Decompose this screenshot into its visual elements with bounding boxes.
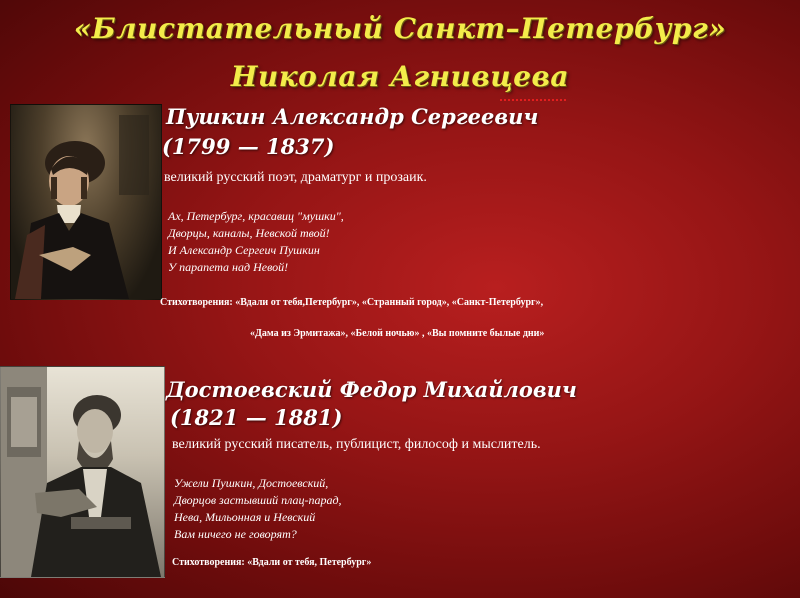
poem-line: И Александр Сергеич Пушкин [168,243,320,257]
poem-line: Дворцы, каналы, Невской твой! [168,226,330,240]
pushkin-portrait [10,104,162,300]
pushkin-poem [168,208,344,276]
dostoevsky-description: великий русский писатель, публицист, философ и мыслитель. [172,437,541,452]
pushkin-description: великий русский поэт, драматург и прозаик. [164,170,427,185]
poem-line: Вам ничего не говорят? [174,527,297,541]
dostoevsky-dates: (1821 — 1881) [170,405,343,430]
pushkin-name: Пушкин Александр Сергеевич [166,104,539,129]
slide-title-line-2: Николая Агнивцева [230,60,570,93]
spellcheck-underline [500,93,566,101]
poem-line: Дворцов застывший плац-парад, [174,493,342,507]
pushkin-dates: (1799 — 1837) [162,134,335,159]
poem-line: Ужели Пушкин, Достоевский, [174,476,329,490]
dostoevsky-poem [174,475,342,543]
poem-line: Нева, Мильонная и Невский [174,510,316,524]
dostoevsky-works: Стихотворения: «Вдали от тебя, Петербург» [172,557,372,568]
slide-title-line-1: «Блистательный Санкт–Петербург» [73,12,727,45]
poem-line: У парапета над Невой! [168,260,289,274]
pushkin-works-line-1: Стихотворения: «Вдали от тебя,Петербург», «Странный город», «Санкт-Петербург», [160,297,544,308]
dostoevsky-name: Достоевский Федор Михайлович [166,377,577,402]
dostoevsky-portrait [0,366,165,578]
pushkin-works-line-2: «Дама из Эрмитажа», «Белой ночью» , «Вы помните былые дни» [250,328,545,339]
poem-line: Ах, Петербург, красавиц "мушки", [168,209,344,223]
